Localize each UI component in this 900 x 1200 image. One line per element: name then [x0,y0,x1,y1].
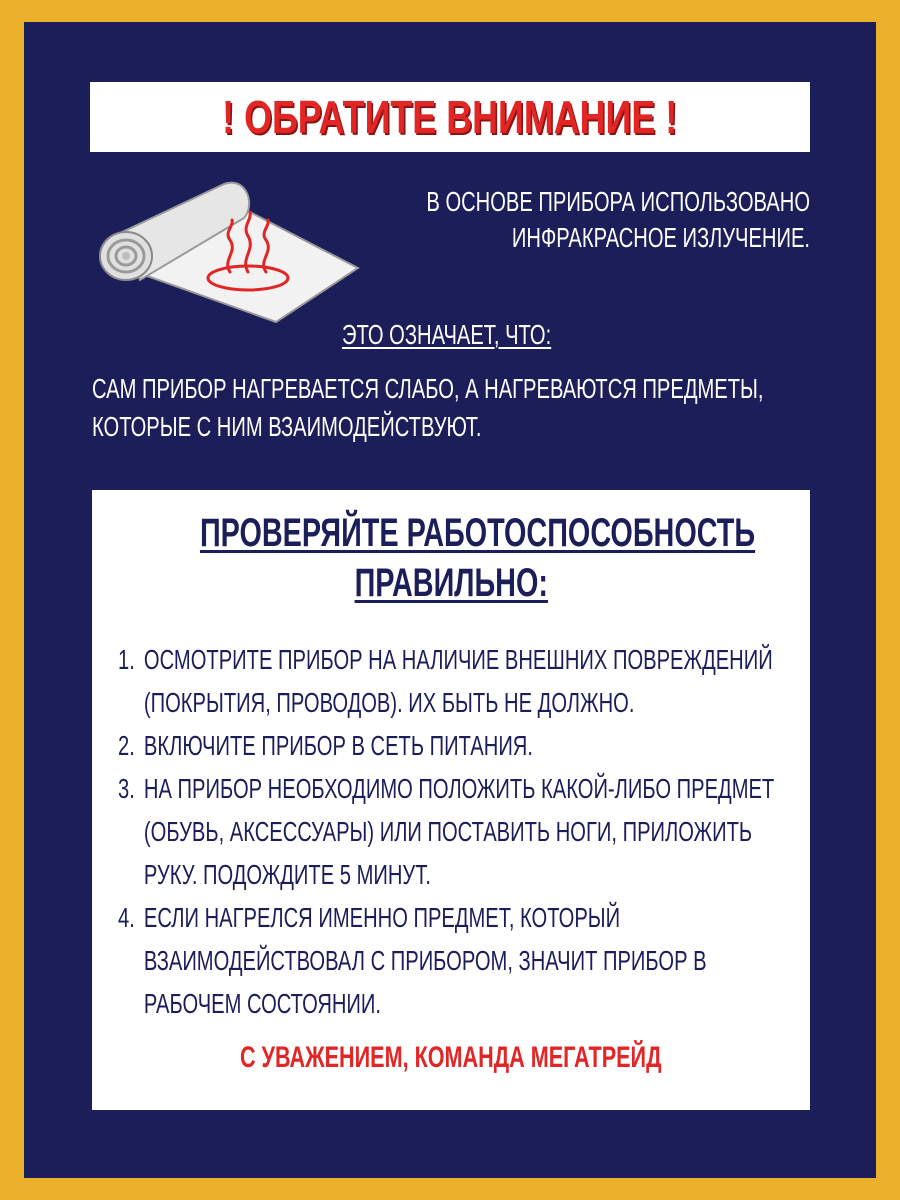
instructions-title [92,508,810,608]
step-number: 3. [118,773,135,804]
explain-text [92,370,763,446]
instructions-title-line-1: ПРОВЕРЯЙТЕ РАБОТОСПОСОБНОСТЬ [199,511,756,555]
instructions-title-line-2: ПРАВИЛЬНО: [354,561,548,605]
signoff-label: С УВАЖЕНИЕМ, КОМАНДА МЕГАТРЕЙД [240,1041,662,1074]
explain-line-2: КОТОРЫЕ С НИМ ВЗАИМОДЕЙСТВУЮТ. [92,411,482,442]
means-heading: ЭТО ОЗНАЧАЕТ, ЧТО: [342,319,552,350]
step-item [118,767,775,896]
step-item [118,638,773,724]
intro-line-2: ИНФРАКРАСНОЕ ИЗЛУЧЕНИЕ. [511,222,810,253]
step-text: РАБОЧЕМ СОСТОЯНИИ. [143,988,382,1019]
step-text: ЕСЛИ НАГРЕЛСЯ ИМЕННО ПРЕДМЕТ, КОТОРЫЙ [143,902,621,933]
step-text: ВЗАИМОДЕЙСТВОВАЛ С ПРИБОРОМ, ЗНАЧИТ ПРИБОР В [143,945,707,976]
step-text: ВКЛЮЧИТЕ ПРИБОР В СЕТЬ ПИТАНИЯ. [143,730,533,761]
explain-line-1: САМ ПРИБОР НАГРЕВАЕТСЯ СЛАБО, А НАГРЕВАЮТСЯ ПРЕДМЕТЫ, [92,373,764,404]
signoff-text [92,1038,810,1078]
attention-banner [90,82,810,152]
step-text: НА ПРИБОР НЕОБХОДИМО ПОЛОЖИТЬ КАКОЙ-ЛИБО ПРЕДМЕТ [143,773,775,804]
step-text: ОСМОТРИТЕ ПРИБОР НА НАЛИЧИЕ ВНЕШНИХ ПОВРЕЖДЕНИЙ [143,644,773,675]
step-number: 2. [118,730,135,761]
instructions-card [92,490,810,1110]
step-item [118,896,766,1025]
infrared-intro-text [306,184,810,256]
step-text: (ПОКРЫТИЯ, ПРОВОДОВ). ИХ БЫТЬ НЕ ДОЛЖНО. [143,687,635,718]
step-text: (ОБУВЬ, АКСЕССУАРЫ) ИЛИ ПОСТАВИТЬ НОГИ, ПРИЛОЖИТЬ [143,816,753,847]
intro-line-1: В ОСНОВЕ ПРИБОРА ИСПОЛЬЗОВАНО [426,186,810,217]
step-number: 1. [118,644,135,675]
step-number: 4. [118,902,135,933]
attention-banner-text: ! ОБРАТИТЕ ВНИМАНИЕ ! [222,91,678,143]
steps-list [118,638,775,1025]
step-text: РУКУ. ПОДОЖДИТЕ 5 МИНУТ. [143,859,431,890]
step-item [118,724,766,767]
